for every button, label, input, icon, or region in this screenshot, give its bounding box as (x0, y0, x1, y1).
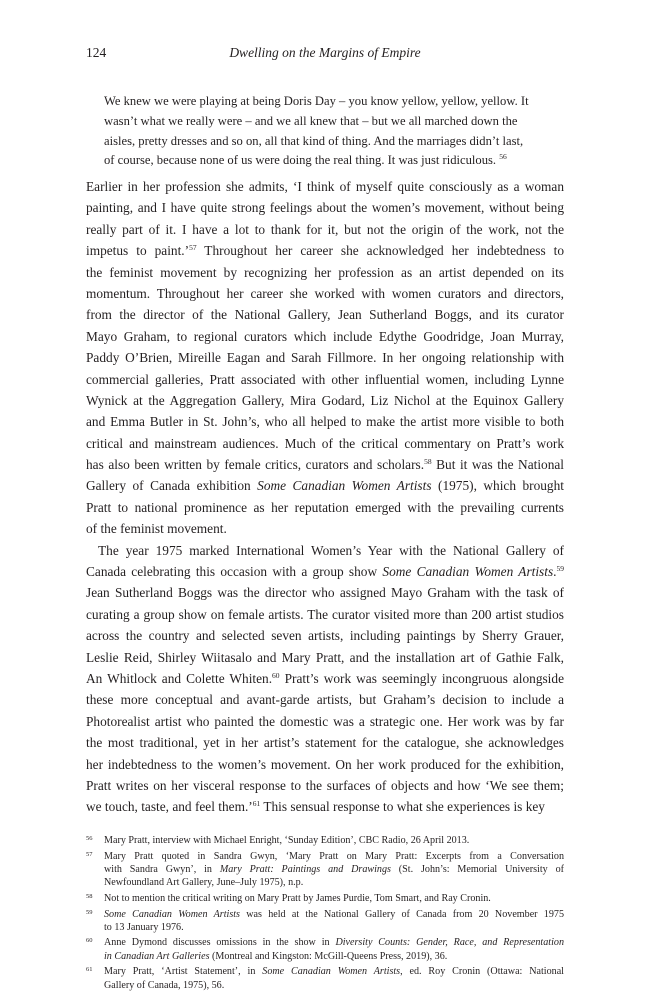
footnote-line: Gallery of Canada, 1975), 56. (104, 979, 225, 991)
text-line: Pratt writes on her visceral response to the surfaces of objects and how ‘We see them; (86, 777, 564, 793)
italic-title: Diversity Counts: Gender, Race, and Representation (335, 937, 564, 949)
footnote-ref-59[interactable]: 59 (556, 564, 564, 574)
footnote-line: Not to mention the critical writing on Mary Pratt by James Purdie, Tom Smart, and Ray Cronin. (104, 892, 491, 904)
footnote-number: 61 (86, 966, 93, 974)
footnote-number: 56 (86, 835, 93, 842)
paragraph-1 (86, 176, 564, 540)
footnote-line: with Sandra Gwyn’, in Mary Pratt: Paintings and Drawings (St. John’s: Memorial University of (104, 863, 564, 875)
italic-title: Some Canadian Women Artists (382, 564, 554, 580)
text-line: painting, and I have quite strong feelings about the women’s movement, without being (86, 200, 564, 216)
footnote-ref-56[interactable]: 56 (499, 152, 507, 162)
text-line: Earlier in her profession she admits, ‘I think of myself quite consciously as a woman (86, 179, 564, 194)
footnote-line: to 13 January 1976. (104, 921, 184, 933)
text-line: Canada celebrating this occasion with a group show Some Canadian Women Artists.$^{59}$ (86, 564, 564, 580)
text-line: of the feminist movement. (86, 521, 227, 537)
text-line: Photorealist artist who painted the domestic was a strategic one. Her work was by far (86, 713, 564, 729)
text-line: Mayo Graham, to regional curators which include Edythe Goodridge, Joan Murray, (86, 328, 564, 344)
text-line: critical and mainstream audiences. Much of the critical commentary on Pratt’s work (86, 435, 564, 451)
footnote-line: Mary Pratt, interview with Michael Enright, ‘Sunday Edition’, CBC Radio, 26 April 2013. (104, 835, 470, 846)
footnote-57 (86, 850, 564, 890)
quote-line: aisles, pretty dresses and so on, all that kind of thing. And the marriages didn’t last, (104, 133, 524, 148)
text-line: Paddy O’Brien, Mireille Eagan and Sarah Fillmore. In her ongoing relationship with (86, 350, 564, 366)
footnote-number: 58 (86, 892, 93, 900)
paragraph-2 (86, 540, 564, 818)
footnote-number: 60 (86, 937, 93, 945)
footnote-ref-57[interactable]: 57 (189, 243, 197, 253)
quote-line: wasn’t what we really were – and we all knew that – but we all marched down the (104, 113, 518, 128)
footnote-61 (86, 965, 564, 992)
footnote-number: 57 (86, 850, 93, 858)
footnote-line: Anne Dymond discusses omissions in the show in Diversity Counts: Gender, Race, and Representation (104, 937, 564, 949)
footnote-line: Mary Pratt quoted in Sandra Gwyn, ‘Mary Pratt on Mary Pratt: Excerpts from a Conversation (104, 850, 564, 862)
text-line: these more conceptual and avant-garde artists, but Graham’s decision to include a (86, 692, 564, 708)
italic-title: Some Canadian Women Artists (104, 908, 240, 920)
italic-title: in Canadian Art Galleries (104, 950, 210, 962)
footnote-60 (86, 936, 564, 963)
text-line: curating a group show on female artists. The curator visited more than 200 artist studios (86, 606, 564, 622)
block-quote (104, 92, 549, 171)
running-header (86, 45, 564, 65)
quote-line-last (104, 151, 549, 171)
footnote-56 (86, 834, 564, 847)
footnote-ref-60[interactable]: 60 (272, 670, 280, 680)
text-line: has also been written by female critics, curators and scholars.$^{58}$ But it was the National (86, 457, 564, 473)
text-line: from the director of the National Gallery, Jean Sutherland Boggs, and its curator (86, 307, 564, 323)
text-line: the feminist movement by recognizing her profession as an artist depended on its (86, 264, 564, 280)
page-number: 124 (86, 45, 107, 60)
text-line: the most traditional, yet in her artist’s statement for the catalogue, she acknowledges (86, 735, 564, 751)
running-title: Dwelling on the Margins of Empire (229, 45, 421, 60)
footnote-line: Newfoundland Art Gallery, June–July 1975), n.p. (104, 877, 304, 889)
italic-title: Mary Pratt: Paintings and Drawings (219, 863, 391, 875)
footnote-59 (86, 908, 564, 935)
footnote-line: in Canadian Art Galleries (Montreal and Kingston: McGill-Queens Press, 2019), 36. (104, 950, 448, 962)
text-line: Leslie Reid, Shirley Wiitasalo and Mary Pratt, and the installation art of Gathie Falk, (86, 649, 564, 665)
footnote-58 (86, 892, 564, 905)
text-line: we touch, taste, and feel them.’$^{61}$ This sensual response to what she experiences is key (86, 799, 545, 815)
text-line: momentum. Throughout her career she worked with women curators and directors, (86, 285, 564, 301)
text-line: impetus to paint.’$^{57}$ Throughout her career she acknowledged her indebtedness to (86, 243, 564, 259)
italic-title: Some Canadian Women Artists (262, 966, 401, 978)
quote-text: of course, because none of us were doing the real thing. It was just ridiculous. (104, 153, 497, 168)
quote-line: We knew we were playing at being Doris Day – you know yellow, yellow, yellow. It (104, 94, 529, 108)
footnotes (86, 834, 564, 994)
footnote-ref-58[interactable]: 58 (424, 457, 432, 467)
footnote-line: Some Canadian Women Artists was held at the National Gallery of Canada from 20 November 1975 (104, 908, 564, 920)
text-line: across the country and selected seven artists, including paintings by Sherry Grauer, (86, 628, 564, 644)
text-line: commercial galleries, Pratt associated with other influential women, including Lynne (86, 371, 564, 387)
italic-title: Some Canadian Women Artists (257, 478, 432, 494)
text-line: and Emma Butler in St. John’s, who all helped to make the artist more visible to both (86, 414, 564, 430)
text-line: really part of it. I have a lot to thank for it, but not the origin of the work, not the (86, 221, 564, 237)
text-line: The year 1975 marked International Women’s Year with the National Gallery of (98, 542, 564, 558)
text-line: her indebtedness to the women’s movement. On her work produced for the exhibition, (86, 756, 564, 772)
text-line: Jean Sutherland Boggs was the director who assigned Mayo Graham with the task of (86, 585, 564, 601)
text-line: Gallery of Canada exhibition Some Canadian Women Artists (1975), which brought (86, 478, 564, 494)
footnote-ref-61[interactable]: 61 (252, 799, 261, 809)
text-line: Pratt to national prominence as her reputation emerged with the prevailing currents (86, 499, 564, 515)
footnote-number: 59 (86, 908, 93, 916)
footnote-line: Mary Pratt, ‘Artist Statement’, in Some Canadian Women Artists, ed. Roy Cronin (Ottawa: National (104, 966, 564, 978)
text-line: Wynick at the Aggregation Gallery, Mira Godard, Liz Nichol at the Equinox Gallery (86, 392, 564, 408)
text-line: An Whitlock and Colette Whiten.$^{60}$ Pratt’s work was seemingly incongruous alongside (86, 670, 564, 686)
body-text (86, 176, 564, 818)
